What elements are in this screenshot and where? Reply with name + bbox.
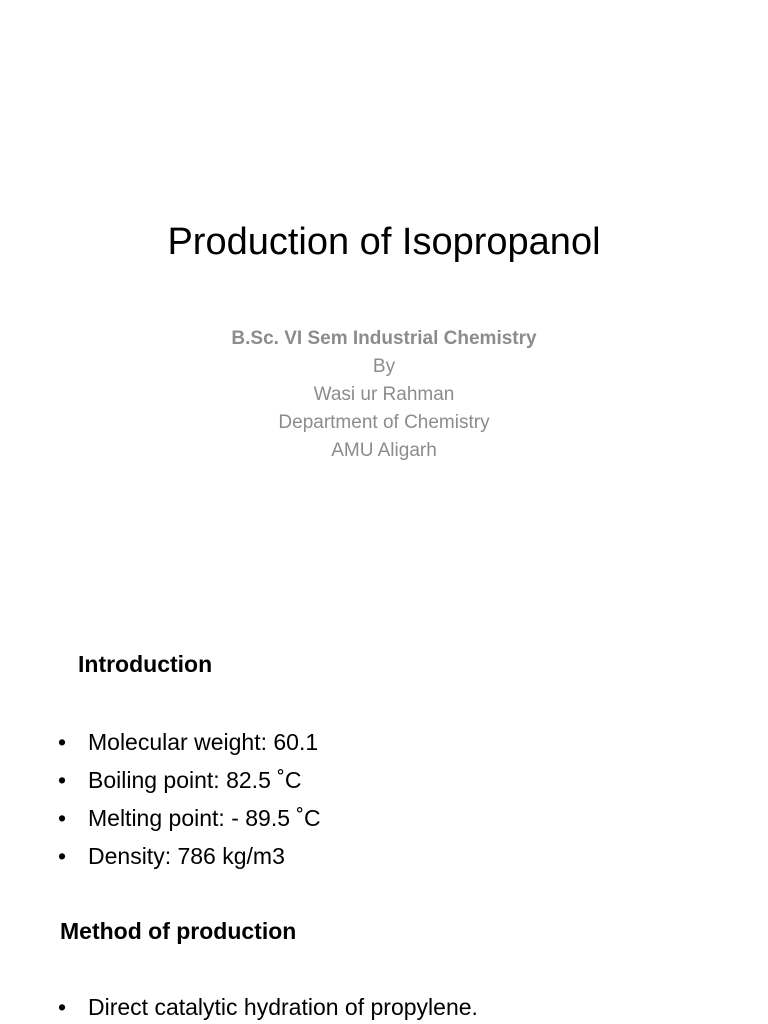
list-item	[58, 988, 478, 1024]
list-item-text: Density: 786 kg/m3	[88, 843, 285, 869]
list-item	[58, 723, 321, 761]
bullet-icon: •	[58, 843, 67, 869]
list-item-text: Boiling point: 82.5 ˚C	[88, 767, 302, 793]
properties-list	[58, 723, 321, 875]
by-line: By	[372, 356, 396, 377]
list-item-text: Molecular weight: 60.1	[88, 729, 319, 755]
slide-title: Production of Isopropanol	[167, 221, 601, 263]
course-line: B.Sc. VI Sem Industrial Chemistry	[231, 328, 537, 349]
content-slide	[0, 576, 768, 1024]
author-line: Wasi ur Rahman	[313, 384, 455, 405]
method-heading: Method of production	[60, 918, 297, 944]
list-item	[58, 837, 321, 875]
list-item-text: Direct catalytic hydration of propylene.	[88, 994, 478, 1020]
introduction-heading: Introduction	[78, 651, 213, 677]
slide-subtitle	[0, 325, 768, 465]
list-item	[58, 761, 321, 799]
methods-list	[58, 988, 478, 1024]
list-item-text: Melting point: - 89.5 ˚C	[88, 805, 321, 831]
bullet-icon: •	[58, 994, 67, 1020]
department-line: Department of Chemistry	[278, 412, 490, 433]
bullet-icon: •	[58, 729, 67, 755]
bullet-icon: •	[58, 767, 67, 793]
list-item	[58, 799, 321, 837]
bullet-icon: •	[58, 805, 67, 831]
institution-line: AMU Aligarh	[331, 440, 437, 461]
